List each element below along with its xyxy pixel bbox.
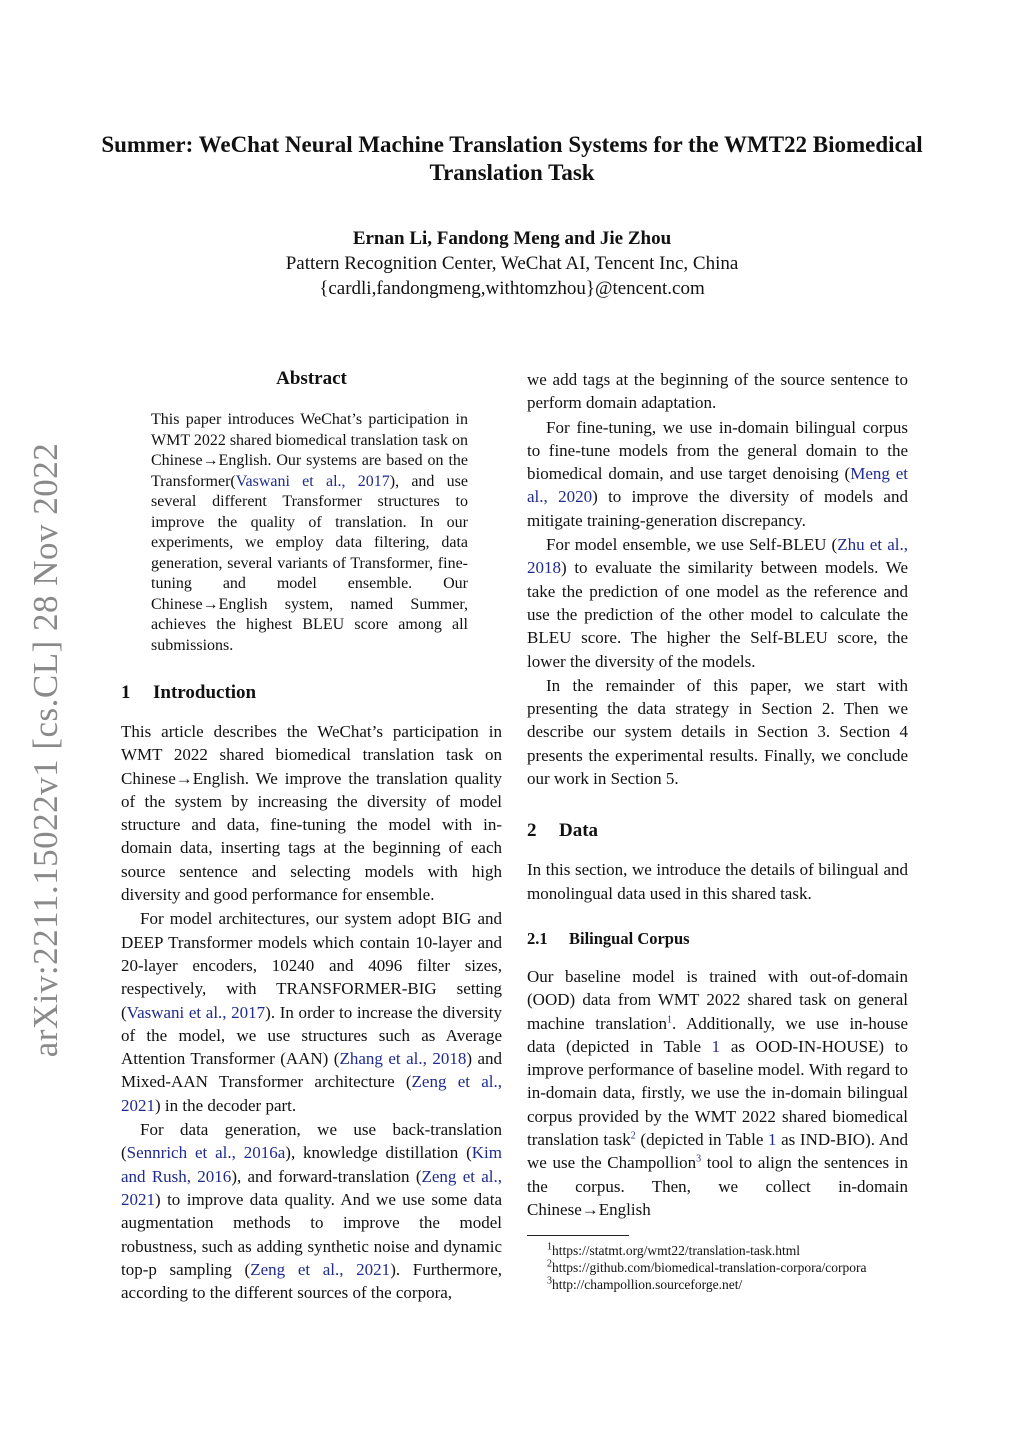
citation-link[interactable]: Kim and Rush, 2016 [121, 1143, 502, 1186]
citation-link[interactable]: Zeng et al., 2021 [121, 1166, 503, 1209]
citation-link[interactable]: Sennrich et al., 2016a [126, 1143, 286, 1163]
citation-link[interactable]: Vaswani et al., 2017 [126, 1002, 266, 1022]
section-heading-introduction: 1 Introduction [121, 682, 257, 703]
data-paragraph-2: Our baseline model is trained with out-of-domain (OOD) data from WMT 2022 shared task on general machine translation$^1$. Additionally, we use in-house data (depicted in Table 1 as OOD-IN-HOUSE) to improve performance of baseline model. With regard to in-domain data, firstly, we use the in-domain bilingual corpus provided by the WMT 2022 shared biomedical translation task$^2$ (depicted in Table 1 as IND-BIO). And we use the Champollion$^3$ tool to align the sentences in the corpus. Then, we collect in-domain Chinese→English [527, 966, 908, 1219]
footnote-1: $^1$https://statmt.org/wmt22/translation-task.html [547, 1241, 800, 1259]
abstract-heading: Abstract [276, 368, 347, 389]
footnote-3: $^3$http://champollion.sourceforge.net/ [547, 1275, 743, 1293]
intro-paragraph-1: This article describes the WeChat’s participation in WMT 2022 shared biomedical translation task on Chinese→English. We improve the translation quality of the system by increasing the diversity of model structure and data, fine-tuning the model with in-domain data, inserting tags at the beginning of each source sentence and selecting models with high diversity and good performance for ensemble. [121, 722, 502, 905]
table-reference-link[interactable]: 1 [768, 1130, 777, 1150]
intro-paragraph-2: For model architectures, our system adopt BIG and DEEP Transformer models which contain 10-layer and 20-layer encoders, 10240 and 4096 filter sizes, respectively, with TRANSFORMER-BIG setting (Vaswani et al., 2017). In order to increase the diversity of the model, we use structures such as Average Attention Transformer (AAN) (Zhang et al., 2018) and Mixed-AAN Transformer architecture (Zeng et al., 2021) in the decoder part. [121, 909, 503, 1115]
author-block [100, 226, 924, 301]
intro-paragraph-5: For fine-tuning, we use in-domain bilingual corpus to fine-tune models from the general domain to the biomedical domain, and use target denoising (Meng et al., 2020) to improve the diversity of models and mitigate training-generation discrepancy. [527, 417, 908, 530]
footnote-2: $^2$https://github.com/biomedical-translation-corpora/corpora [547, 1258, 867, 1276]
abstract-text: This paper introduces WeChat’s participation in WMT 2022 shared biomedical translation task on Chinese→English. Our systems are based on the Transformer(Vaswani et al., 2017), and use several different Transformer structures to improve the quality of translation. In our experiments, we employ data filtering, data generation, several variants of Transformer, fine-tuning and model ensemble. Our Chinese→English system, named Summer, achieves the highest BLEU score among all submissions. [151, 411, 468, 654]
section-heading-data: 2 Data [527, 820, 599, 842]
left-column [121, 360, 502, 1304]
data-paragraph-1: In this section, we introduce the details of bilingual and monolingual data used in this shared task. [527, 860, 908, 903]
citation-link[interactable]: Zhang et al., 2018 [339, 1049, 467, 1069]
arxiv-identifier-stamp: arXiv:2211.15022v1 [cs.CL] 28 Nov 2022 [26, 442, 65, 1058]
intro-paragraph-6: For model ensemble, we use Self-BLEU (Zhu et al., 2018) to evaluate the similarity between models. We take the prediction of one model as the reference and use the prediction of the other model to calculate the BLEU score. The higher the Self-BLEU score, the lower the diversity of the models. [527, 535, 908, 671]
footnote-marker[interactable]: 1 [667, 1013, 672, 1025]
footnote-marker[interactable]: 3 [696, 1153, 702, 1165]
footnote-marker[interactable]: 2 [630, 1130, 636, 1142]
citation-link[interactable]: Zeng et al., 2021 [250, 1259, 391, 1279]
author-names: Ernan Li, Fandong Meng and Jie Zhou [352, 228, 672, 249]
citation-link[interactable]: Vaswani et al., 2017 [235, 472, 390, 490]
intro-paragraph-4: we add tags at the beginning of the source sentence to perform domain adaptation. [527, 370, 908, 413]
intro-paragraph-7: In the remainder of this paper, we start with presenting the data strategy in Section 2. Then we describe our system details in Section 3. Section 4 presents the experimental results. Finally, we conclude our work in Section 5. [527, 675, 908, 789]
citation-link[interactable]: Zeng et al., 2021 [121, 1072, 503, 1115]
right-column [527, 368, 908, 1293]
table-reference-link[interactable]: 1 [711, 1036, 721, 1056]
citation-link[interactable]: Zhu et al., 2018 [527, 535, 908, 578]
paper-title: Summer: WeChat Neural Machine Translation Systems for the WMT22 Biomedical Translation Task [101, 132, 923, 185]
affiliation: Pattern Recognition Center, WeChat AI, Tencent Inc, China [285, 253, 739, 274]
intro-paragraph-3: For data generation, we use back-translation (Sennrich et al., 2016a), knowledge distillation (Kim and Rush, 2016), and forward-translation (Zeng et al., 2021) to improve data quality. And we use some data augmentation methods to improve the model robustness, such as adding synthetic noise and dynamic top-p sampling (Zeng et al., 2021). Furthermore, according to the different sources of the corpora, [121, 1120, 503, 1303]
footnote-divider [527, 1235, 629, 1236]
subsection-heading-bilingual-corpus: 2.1 Bilingual Corpus [527, 928, 690, 948]
citation-link[interactable]: Meng et al., 2020 [527, 464, 908, 507]
author-email: {cardli,fandongmeng,withtomzhou}@tencent.com [319, 278, 705, 299]
